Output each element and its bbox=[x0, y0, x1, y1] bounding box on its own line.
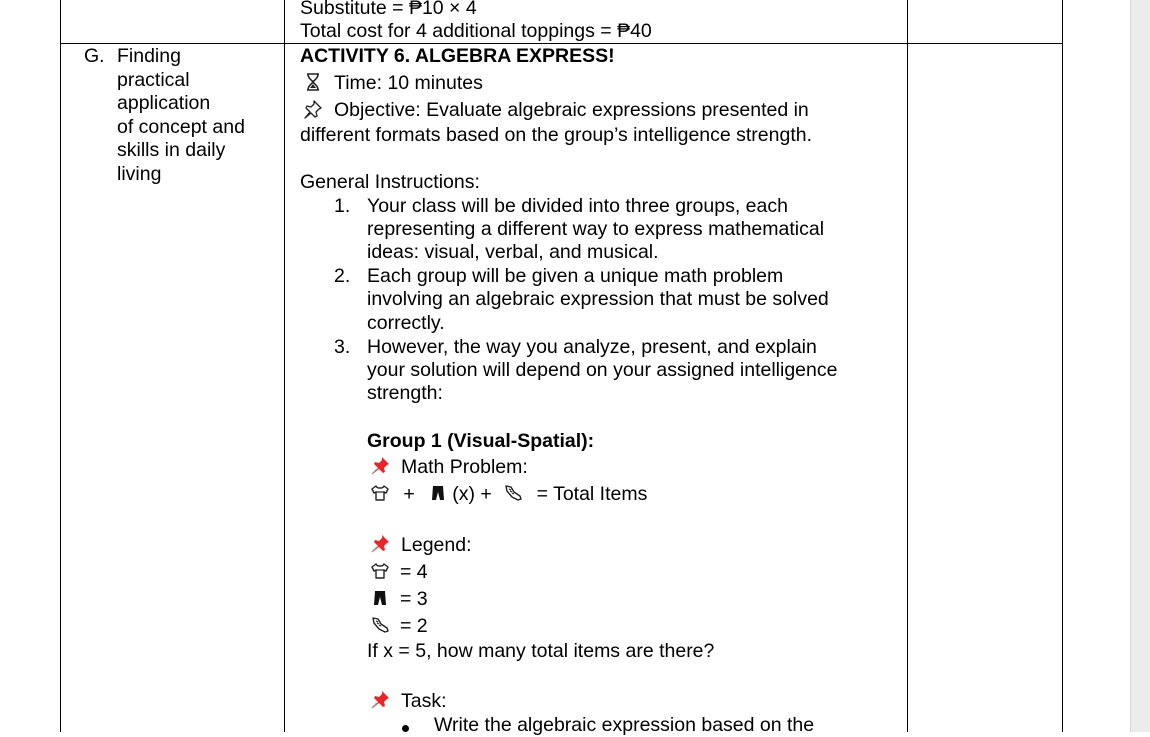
table-border-col2 bbox=[907, 0, 908, 732]
section-label-line: practical bbox=[117, 69, 190, 91]
time-row bbox=[303, 72, 483, 95]
running-shoe-icon bbox=[370, 615, 390, 635]
legend-item-shoe bbox=[370, 615, 428, 638]
expression-row bbox=[370, 483, 647, 506]
step-line: strength: bbox=[367, 382, 443, 404]
total-cost-line: Total cost for 4 additional toppings = ₱40 bbox=[300, 20, 652, 42]
general-instructions-heading: General Instructions: bbox=[300, 171, 480, 193]
plus-sign: + bbox=[403, 483, 415, 505]
pushpin-outline-icon bbox=[303, 99, 323, 119]
step-line: Your class will be divided into three groups, each bbox=[367, 195, 788, 217]
section-label-line: skills in daily bbox=[117, 139, 226, 161]
objective-text-cont: different formats based on the group’s intelligence strength. bbox=[300, 124, 813, 146]
objective-text: Objective: Evaluate algebraic expressions presented in bbox=[334, 99, 809, 121]
legend-item-shirt bbox=[370, 561, 428, 584]
hourglass-icon bbox=[303, 72, 323, 92]
step-line: ideas: visual, verbal, and musical. bbox=[367, 241, 659, 263]
step-line: However, the way you analyze, present, and explain bbox=[367, 336, 817, 358]
task-label: Task: bbox=[401, 690, 447, 712]
section-label-line: Finding bbox=[117, 45, 181, 67]
objective-row bbox=[303, 99, 809, 122]
task-first-line: Write the algebraic expression based on the bbox=[434, 714, 815, 736]
activity-title: ACTIVITY 6. ALGEBRA EXPRESS! bbox=[300, 45, 615, 67]
legend-label: Legend: bbox=[401, 534, 472, 556]
section-marker: G. bbox=[84, 45, 105, 67]
section-label-line: application bbox=[117, 92, 211, 114]
step-number: 3. bbox=[334, 336, 351, 358]
step-number: 1. bbox=[334, 195, 351, 217]
task-bullet bbox=[402, 725, 409, 732]
section-label-line: living bbox=[117, 163, 162, 185]
step-line: correctly. bbox=[367, 312, 445, 334]
expression-rhs: = Total Items bbox=[536, 483, 648, 505]
legend-item-pants bbox=[370, 588, 428, 611]
table-border-col1 bbox=[284, 0, 285, 732]
question-line: If x = 5, how many total items are there? bbox=[367, 640, 715, 662]
pushpin-red-icon bbox=[370, 690, 390, 710]
running-shoe-icon bbox=[503, 483, 523, 503]
legend-value: = 4 bbox=[400, 561, 428, 583]
t-shirt-icon bbox=[370, 561, 390, 581]
jeans-icon bbox=[428, 483, 448, 503]
section-label-line: of concept and bbox=[117, 116, 245, 138]
legend-value: = 3 bbox=[400, 588, 428, 610]
jeans-icon bbox=[370, 588, 390, 608]
vertical-scrollbar[interactable] bbox=[1130, 0, 1150, 732]
task-row bbox=[370, 690, 447, 713]
t-shirt-icon bbox=[370, 483, 390, 503]
legend-value: = 2 bbox=[400, 615, 428, 637]
table-border-left bbox=[60, 0, 61, 732]
step-line: your solution will depend on your assigned intelligence bbox=[367, 359, 838, 381]
step-line: Each group will be given a unique math problem bbox=[367, 265, 784, 287]
group1-heading: Group 1 (Visual-Spatial): bbox=[367, 430, 595, 452]
math-problem-label: Math Problem: bbox=[401, 456, 528, 478]
table-row-divider bbox=[60, 43, 1063, 44]
time-text: Time: 10 minutes bbox=[334, 72, 483, 94]
pushpin-red-icon bbox=[370, 456, 390, 476]
legend-row bbox=[370, 534, 472, 557]
x-term: (x) + bbox=[452, 483, 492, 505]
step-line: representing a different way to express mathematical bbox=[367, 218, 825, 240]
substitute-line: Substitute = ₱10 × 4 bbox=[300, 0, 477, 19]
math-problem-row bbox=[370, 456, 528, 479]
pushpin-red-icon bbox=[370, 534, 390, 554]
table-border-right bbox=[1062, 0, 1063, 732]
step-line: involving an algebraic expression that must be solved bbox=[367, 288, 829, 310]
step-number: 2. bbox=[334, 265, 351, 287]
